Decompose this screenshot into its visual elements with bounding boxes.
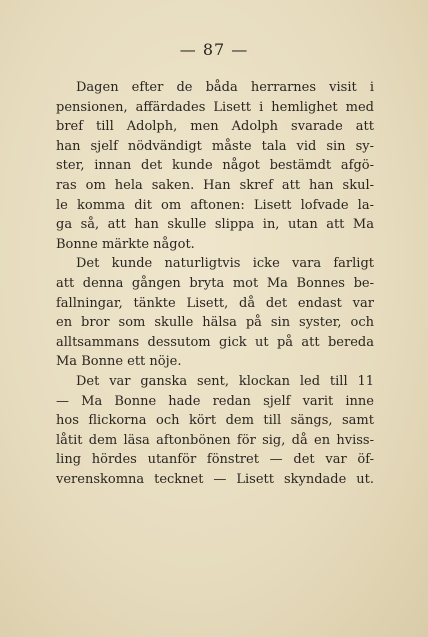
- text-line: verenskomna tecknet — Lisett skyndade ut.: [56, 471, 374, 487]
- text-line: alltsammans dessutom gick ut på att bereda: [56, 334, 374, 350]
- text-line: bref till Adolph, men Adolph svarade att: [56, 119, 374, 135]
- text-line: — Ma Bonne hade redan sjelf varit inne: [56, 393, 374, 409]
- text-line: pensionen, affärdades Lisett i hemlighet med: [56, 99, 374, 115]
- body-text: [56, 78, 374, 489]
- text-line: ras om hela saken. Han skref att han skul-: [56, 177, 374, 193]
- text-line: hos flickorna och kört dem till sängs, samt: [56, 413, 374, 429]
- text-line: han sjelf nödvändigt måste tala vid sin sy-: [56, 138, 374, 154]
- text-line: Bonne märkte något.: [56, 236, 195, 252]
- text-line: ling hördes utanför fönstret — det var öf-: [56, 452, 374, 468]
- text-line: fallningar, tänkte Lisett, då det endast var: [56, 295, 374, 311]
- text-line: le komma dit om aftonen: Lisett lofvade la-: [56, 197, 374, 213]
- text-line: ga så, att han skulle slippa in, utan att Ma: [56, 217, 374, 233]
- text-line: Det var ganska sent, klockan led till 11: [76, 373, 374, 389]
- text-line: Ma Bonne ett nöje.: [56, 354, 182, 370]
- text-line: ster, innan det kunde något bestämdt afgö-: [56, 158, 374, 174]
- page-number: — 87 —: [179, 40, 249, 59]
- text-line: att denna gången bryta mot Ma Bonnes be-: [56, 275, 374, 291]
- text-line: Dagen efter de båda herrarnes visit i: [76, 80, 374, 95]
- text-line: Det kunde naturligtvis icke vara farligt: [76, 256, 374, 272]
- text-line: låtit dem läsa aftonbönen för sig, då en hviss-: [56, 432, 374, 448]
- text-line: en bror som skulle hälsa på sin syster, och: [56, 315, 374, 331]
